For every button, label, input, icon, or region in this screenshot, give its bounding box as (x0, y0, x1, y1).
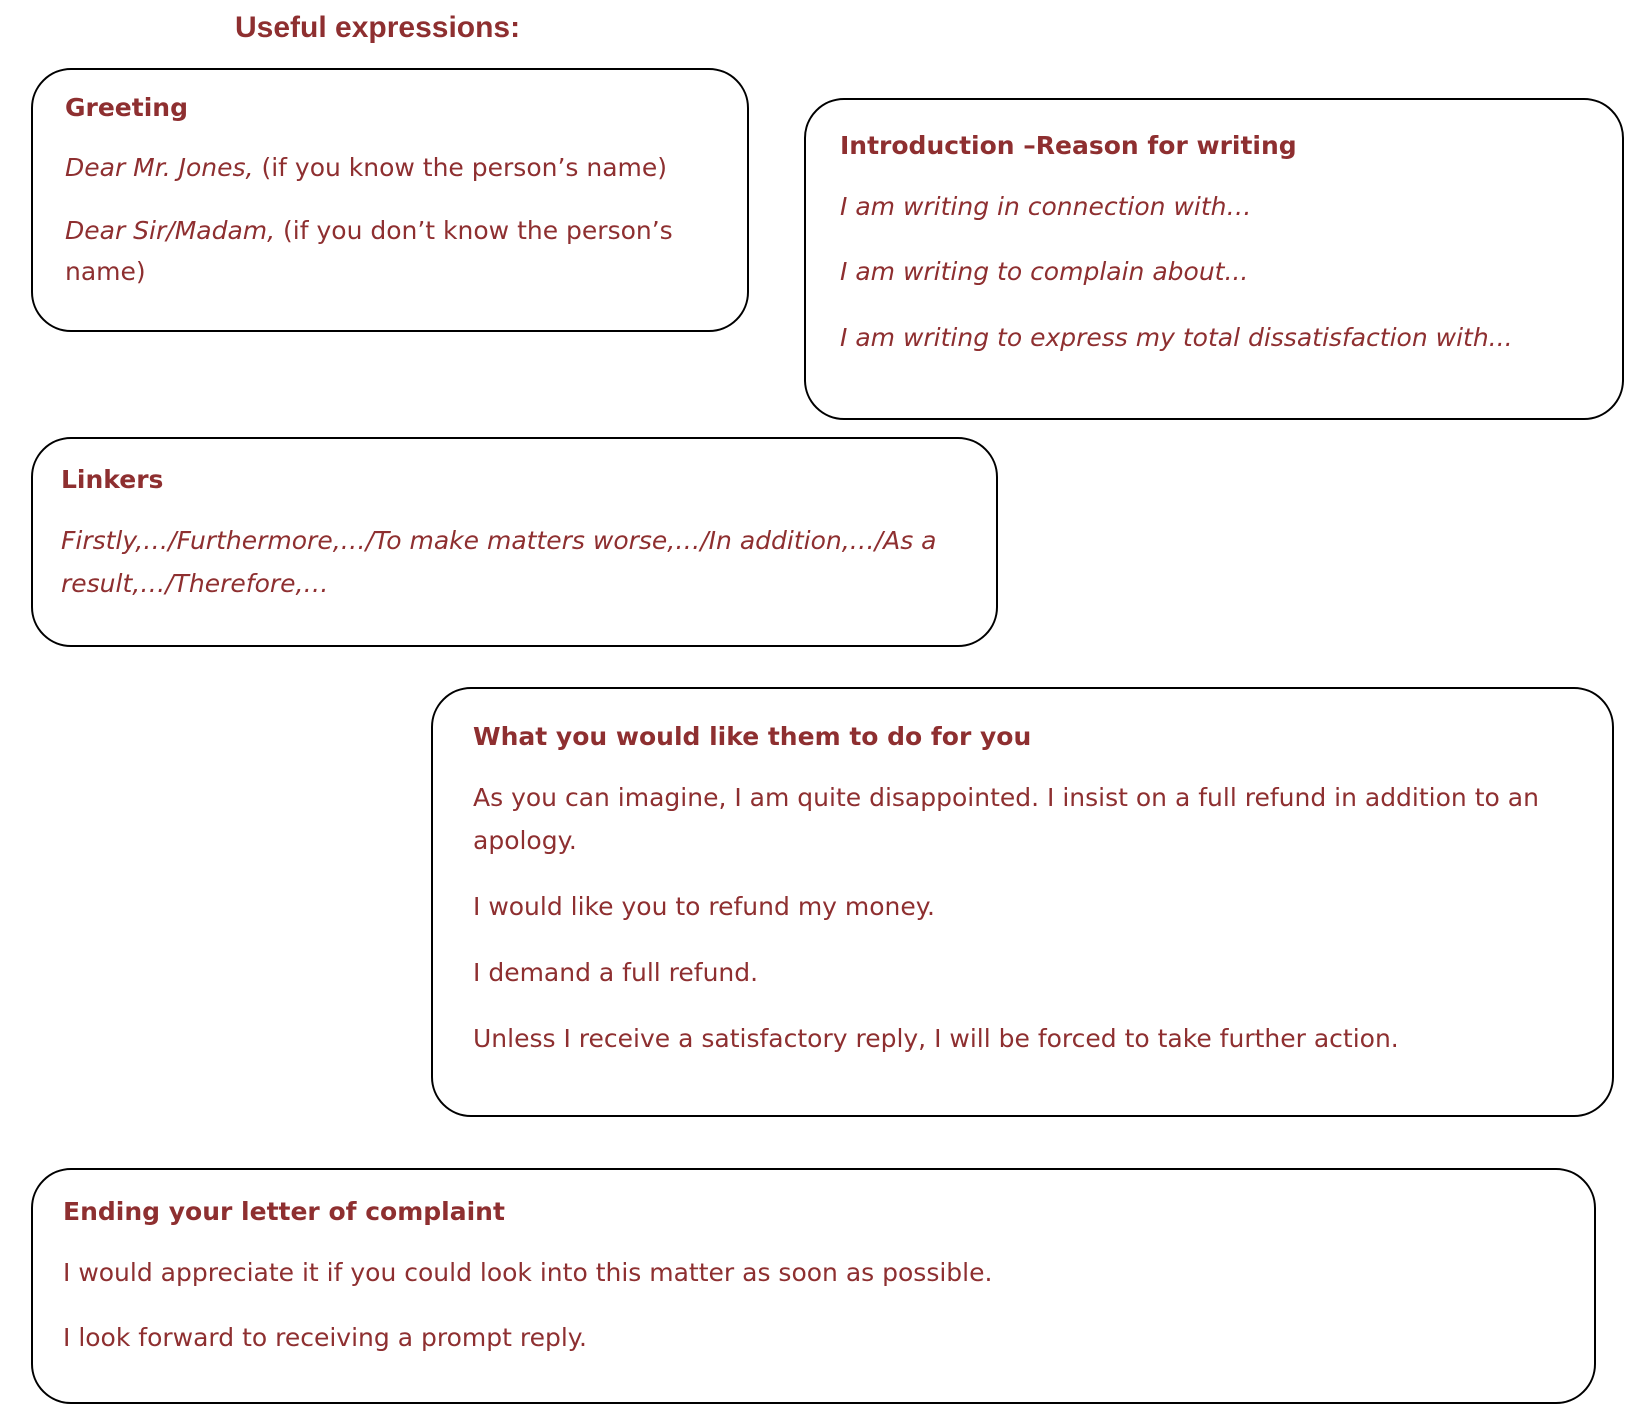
ending-box (31, 1168, 1596, 1404)
request-heading: What you would like them to do for you (473, 722, 1032, 751)
page-title: Useful expressions: (235, 11, 521, 44)
introduction-box (804, 98, 1624, 420)
linkers-box (31, 437, 998, 647)
greeting-line-unknown-name-note: (if you don’t know the person’s name) (65, 215, 673, 286)
request-box (431, 687, 1614, 1117)
greeting-line-known-name-italic: Dear Mr. Jones, (65, 152, 254, 182)
introduction-line: I am writing to express my total dissatisfaction with... (840, 323, 1513, 352)
greeting-heading: Greeting (65, 93, 188, 122)
greeting-line-unknown-name-italic: Dear Sir/Madam, (65, 215, 276, 245)
request-line: I demand a full refund. (473, 957, 759, 987)
request-line: Unless I receive a satisfactory reply, I will be forced to take further action. (473, 1023, 1399, 1053)
ending-line: I look forward to receiving a prompt reply. (63, 1323, 587, 1353)
greeting-line-unknown-name (65, 210, 715, 293)
greeting-line-known-name-note: (if you know the person’s name) (253, 152, 668, 182)
linkers-text: Firstly,…/Furthermore,…/To make matters worse,…/In addition,…/As a result,…/Therefore,… (61, 525, 937, 599)
introduction-heading: Introduction –Reason for writing (840, 131, 1297, 160)
ending-heading: Ending your letter of complaint (63, 1197, 505, 1226)
ending-line: I would appreciate it if you could look into this matter as soon as possible. (63, 1257, 993, 1287)
introduction-line: I am writing to complain about... (840, 257, 1249, 287)
request-line: As you can imagine, I am quite disappointed. I insist on a full refund in addition to an apology. (473, 782, 1539, 856)
request-line: I would like you to refund my money. (473, 892, 935, 921)
introduction-line: I am writing in connection with… (840, 191, 1252, 221)
greeting-line-known-name (65, 147, 715, 188)
greeting-box (31, 68, 749, 332)
linkers-heading: Linkers (61, 465, 164, 494)
